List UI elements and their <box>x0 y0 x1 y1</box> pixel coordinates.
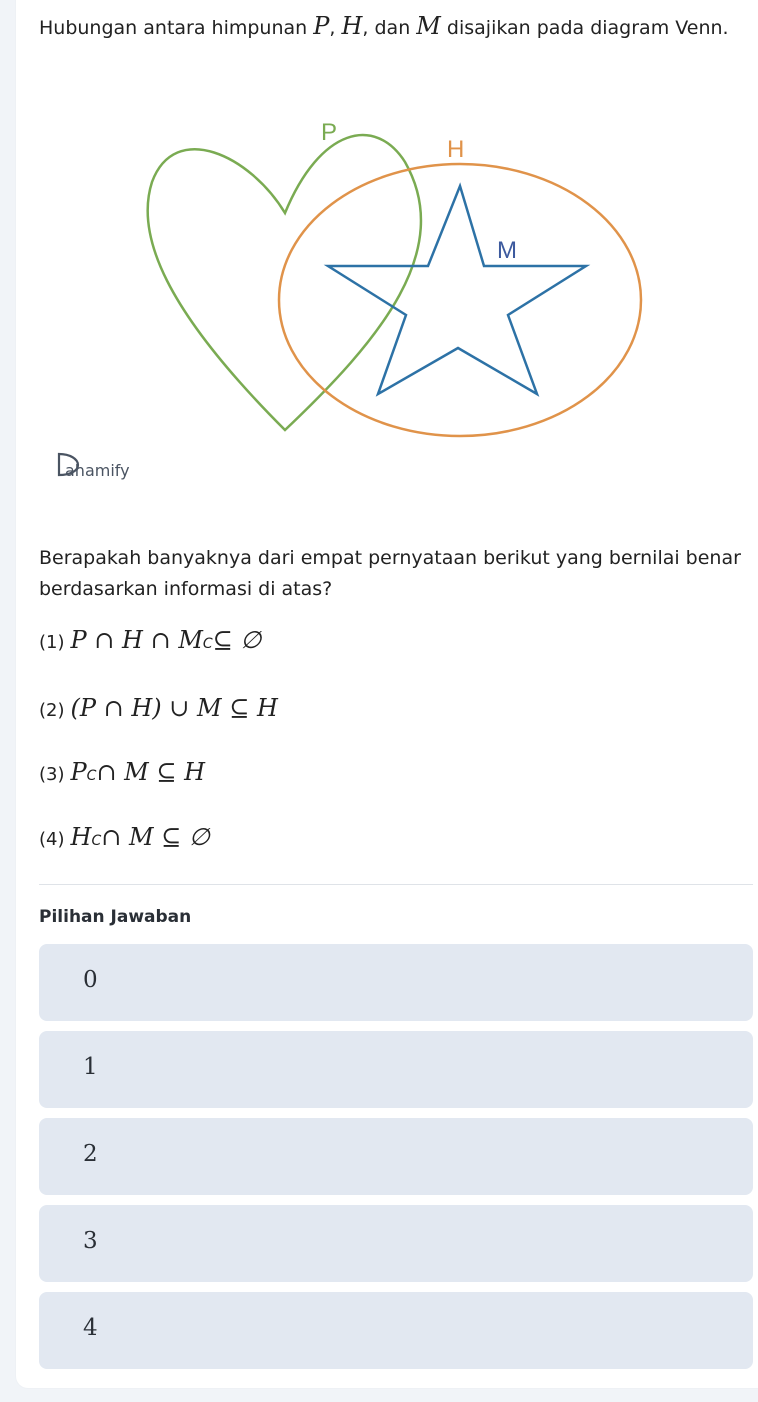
intro-text-part: Hubungan antara himpunan <box>39 17 314 39</box>
question-text: Berapakah banyaknya dari empat pernyataan berikut yang bernilai benar berdasarkan informasi di atas? <box>39 547 741 600</box>
statement-superscript: C <box>202 636 213 652</box>
statement-2 <box>39 694 278 722</box>
statement-superscript: C <box>86 768 97 784</box>
option-label: 4 <box>83 1315 98 1341</box>
answer-option-3[interactable] <box>39 1205 753 1282</box>
statement-expression: P <box>70 758 87 786</box>
statement-expression: (P ∩ H) ∪ M ⊆ H <box>70 694 278 722</box>
label-m: M <box>497 237 517 264</box>
statement-expression: H <box>70 823 92 851</box>
statement-number: (4) <box>39 829 65 850</box>
set-p-symbol: P <box>313 12 330 40</box>
option-label: 3 <box>83 1228 98 1254</box>
option-label: 0 <box>83 967 98 993</box>
intro-text-part: , dan <box>362 17 417 39</box>
statement-number: (2) <box>39 700 65 721</box>
intro-text-part: , <box>329 17 342 39</box>
venn-diagram <box>0 100 758 440</box>
intro-text-part: disajikan pada diagram Venn. <box>440 17 729 39</box>
set-h-symbol: H <box>341 12 363 40</box>
answer-option-0[interactable] <box>39 944 753 1021</box>
set-m-star <box>328 186 586 394</box>
statement-expression-tail: ⊆ ∅ <box>212 626 262 654</box>
answer-option-2[interactable] <box>39 1118 753 1195</box>
statement-superscript: C <box>91 833 102 849</box>
answer-option-1[interactable] <box>39 1031 753 1108</box>
statement-3 <box>39 758 205 786</box>
statement-number: (3) <box>39 764 65 785</box>
brand-name: ahamify <box>65 460 130 480</box>
answer-option-4[interactable] <box>39 1292 753 1369</box>
statement-expression-tail: ∩ M ⊆ H <box>96 758 206 786</box>
statement-expression-tail: ∩ M ⊆ ∅ <box>101 823 210 851</box>
option-label: 2 <box>83 1141 98 1167</box>
choices-title: Pilihan Jawaban <box>39 907 192 927</box>
divider <box>39 884 753 885</box>
statement-1 <box>39 626 261 654</box>
label-h: H <box>447 136 465 163</box>
set-m-symbol: M <box>416 12 441 40</box>
intro-text <box>39 13 739 41</box>
label-p: P <box>321 119 338 146</box>
brand-watermark <box>57 452 130 482</box>
statement-4 <box>39 823 210 851</box>
option-label: 1 <box>83 1054 98 1080</box>
set-h-ellipse <box>279 164 641 436</box>
statement-number: (1) <box>39 632 65 653</box>
statement-expression: P ∩ H ∩ M <box>70 626 203 654</box>
